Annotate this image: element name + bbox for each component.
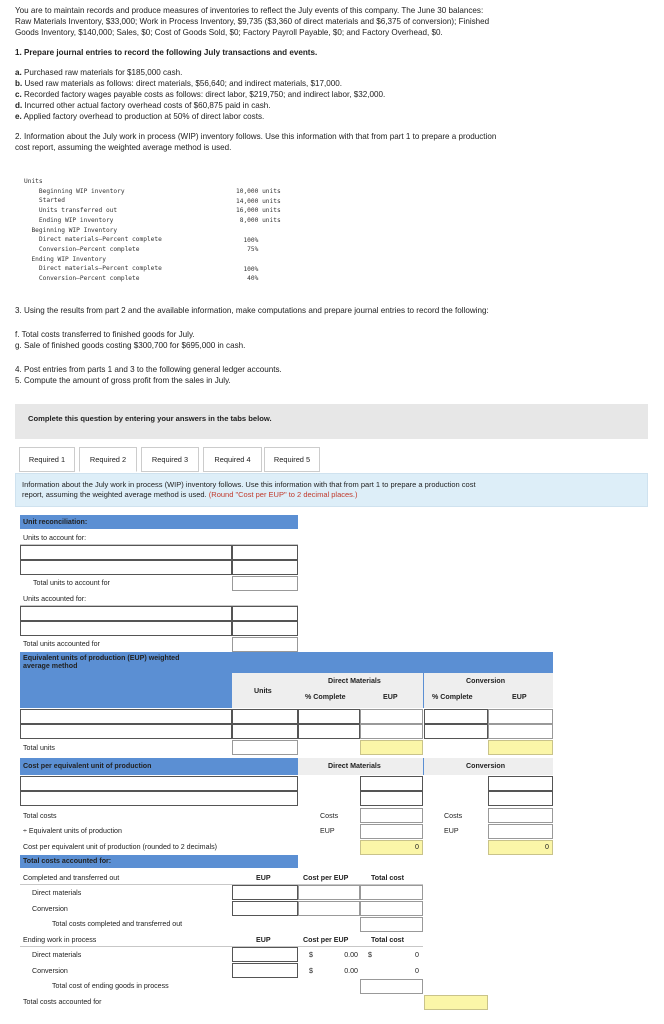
ending-wip-label: Ending work in process <box>23 936 97 944</box>
eup-row-2-conv-pct[interactable] <box>424 724 488 739</box>
units-accounted-value-input-2[interactable] <box>232 621 298 636</box>
tab-info-text: Information about the July work in process (WIP) inventory follows. Use this information with that from part 1 to prepare a production cost report, assuming the weighted average method is used. (Round "Cost per EUP" to 2 decimal places.) <box>22 480 476 499</box>
part3-item-f: f. Total costs transferred to finished goods for July. <box>15 330 195 339</box>
units-accounted-label: Units accounted for: <box>23 595 87 603</box>
wip-info-labels: Units Beginning WIP inventory Started Units transferred out Ending WIP inventory Beginning WIP Inventory Direct materials—Percent complete Conversion—Percent complete Ending WIP Inventory Direct materials—Percent complete Conversion—Percent complete <box>24 178 162 283</box>
unit-reconciliation-label: Unit reconciliation: <box>23 518 88 526</box>
cost-per-eu-rounded-label: Cost per equivalent unit of production (rounded to 2 decimals) <box>23 843 218 851</box>
tab-required-4[interactable]: Required 4 <box>203 447 262 472</box>
completed-total-cost-header: Total cost <box>371 874 404 882</box>
eup-row-1-dm-eup <box>360 709 423 724</box>
conv-pct-complete-header: % Complete <box>432 693 473 701</box>
intro-line-3: Goods Inventory, $140,000; Sales, $0; Cost of Goods Sold, $0; Factory Payroll Payable, $0; and Factory Overhead, $0. <box>15 28 443 37</box>
intro-line-2: Raw Materials Inventory, $33,000; Work in Process Inventory, $9,735 ($3,360 of direct materials and $6,375 of conversion); Finished <box>15 17 490 26</box>
conv-eup-value <box>488 824 553 839</box>
completed-cost-per-eup-header: Cost per EUP <box>303 874 349 882</box>
ending-dm-label: Direct materials <box>32 951 82 959</box>
ending-dm-total: 0 <box>415 951 419 959</box>
ending-dm-total-dollar: $ <box>368 951 372 959</box>
completed-eup-header: EUP <box>256 874 271 882</box>
dm-header: Direct Materials <box>328 677 381 685</box>
eup-row-2-label[interactable] <box>20 724 232 739</box>
total-units-to-account-label: Total units to account for <box>33 579 110 587</box>
units-to-account-label: Units to account for: <box>23 534 87 542</box>
completed-conv-eup[interactable] <box>232 901 298 916</box>
cost-row-2-label[interactable] <box>20 791 298 806</box>
cost-per-eu-conv-header: Conversion <box>466 762 506 770</box>
part1-item-d: d. Incurred other actual factory overhead costs of $60,875 paid in cash. <box>15 101 271 110</box>
total-units-to-account-value <box>232 576 298 591</box>
wip-info-values: 10,000 units 14,000 units 16,000 units 8,000 units 100% 75% 100% 40% <box>236 188 281 283</box>
part1-item-a: a. Purchased raw materials for $185,000 cash. <box>15 68 183 77</box>
total-units-value <box>232 740 298 755</box>
dm-total-costs <box>360 808 423 823</box>
part2-line-1: 2. Information about the July work in process (WIP) inventory follows. Use this information with that from part 1 to prepare a production <box>15 132 497 141</box>
part2-line-2: cost report, assuming the weighted average method is used. <box>15 143 232 152</box>
total-ending-value <box>360 979 423 994</box>
cost-row-2-dm[interactable] <box>360 791 423 806</box>
dm-eup-label: EUP <box>320 827 335 835</box>
eup-row-1-conv-eup <box>488 709 553 724</box>
completed-dm-total <box>360 885 423 900</box>
cost-row-1-label[interactable] <box>20 776 298 791</box>
conv-eup-header: EUP <box>512 693 527 701</box>
units-to-account-label-input-2[interactable] <box>20 560 232 575</box>
cost-row-2-conv[interactable] <box>488 791 553 806</box>
total-ending-label: Total cost of ending goods in process <box>52 982 169 990</box>
completed-conv-total <box>360 901 423 916</box>
dm-pct-complete-header: % Complete <box>305 693 346 701</box>
ending-total-cost-header: Total cost <box>371 936 404 944</box>
part3-item-g: g. Sale of finished goods costing $300,700 for $695,000 in cash. <box>15 341 246 350</box>
dm-costs-label: Costs <box>320 812 339 820</box>
part5-text: 5. Compute the amount of gross profit from the sales in July. <box>15 376 231 385</box>
cost-per-eu-dm-header: Direct Materials <box>328 762 381 770</box>
eup-row-2-units[interactable] <box>232 724 298 739</box>
units-to-account-value-input-2[interactable] <box>232 560 298 575</box>
ending-conv-label: Conversion <box>32 967 68 975</box>
total-accounted-value <box>424 995 488 1010</box>
cost-per-eu-title: Cost per equivalent unit of production <box>23 762 152 770</box>
part4-text: 4. Post entries from parts 1 and 3 to the following general ledger accounts. <box>15 365 282 374</box>
total-completed-value <box>360 917 423 932</box>
total-accounted-label: Total costs accounted for <box>23 998 102 1006</box>
units-accounted-value-input-1[interactable] <box>232 606 298 621</box>
units-to-account-value-input-1[interactable] <box>232 545 298 560</box>
cost-row-1-conv[interactable] <box>488 776 553 791</box>
total-units-label: Total units <box>23 744 55 752</box>
eup-row-2-dm-pct[interactable] <box>298 724 360 739</box>
eup-row-2-dm-eup <box>360 724 423 739</box>
units-header: Units <box>254 687 272 695</box>
total-conv-eup <box>488 740 553 755</box>
eup-row-1-label[interactable] <box>20 709 232 724</box>
eup-row-1-dm-pct[interactable] <box>298 709 360 724</box>
rounding-instruction: (Round "Cost per EUP" to 2 decimal places.) <box>208 490 358 499</box>
dm-cost-per-eup-value: 0 <box>415 843 419 851</box>
total-dm-eup <box>360 740 423 755</box>
ending-conv-total: 0 <box>415 967 419 975</box>
ending-cost-per-eup-header: Cost per EUP <box>303 936 349 944</box>
div-eup-label: ÷ Equivalent units of production <box>23 827 122 835</box>
completed-transferred-label: Completed and transferred out <box>23 874 120 882</box>
conv-costs-label: Costs <box>444 812 463 820</box>
eup-title: Equivalent units of production (EUP) weighted average method <box>23 654 180 670</box>
tab-info-box <box>15 473 648 507</box>
ending-conv-eup[interactable] <box>232 963 298 978</box>
conv-cost-per-eup-value: 0 <box>545 843 549 851</box>
instruction-box <box>15 404 648 439</box>
eup-row-2-conv-eup <box>488 724 553 739</box>
units-to-account-label-input-1[interactable] <box>20 545 232 560</box>
part3-heading: 3. Using the results from part 2 and the available information, make computations and prepare journal entries to record the following: <box>15 306 489 315</box>
total-costs-accounted-title: Total costs accounted for: <box>23 857 112 865</box>
completed-conv-cpe <box>298 901 360 916</box>
completed-dm-label: Direct materials <box>32 889 82 897</box>
ending-dm-dollar: $ <box>309 951 313 959</box>
tab-required-1[interactable]: Required 1 <box>19 447 75 472</box>
completed-dm-eup[interactable] <box>232 885 298 900</box>
tab-required-2[interactable]: Required 2 <box>79 447 137 472</box>
dm-eup-header: EUP <box>383 693 398 701</box>
instruction-text: Complete this question by entering your answers in the tabs below. <box>28 414 272 423</box>
intro-line-1: You are to maintain records and produce measures of inventories to reflect the July events of this company. The June 30 balances: <box>15 6 484 15</box>
ending-conv-dollar: $ <box>309 967 313 975</box>
completed-conv-label: Conversion <box>32 905 68 913</box>
ending-dm-cpe: 0.00 <box>344 951 358 959</box>
conv-total-costs <box>488 808 553 823</box>
eup-row-1-units[interactable] <box>232 709 298 724</box>
ending-eup-header: EUP <box>256 936 271 944</box>
ending-conv-cpe: 0.00 <box>344 967 358 975</box>
dm-eup-value <box>360 824 423 839</box>
conv-eup-label: EUP <box>444 827 459 835</box>
total-costs-label: Total costs <box>23 812 57 820</box>
tab-required-3[interactable]: Required 3 <box>141 447 199 472</box>
conv-header: Conversion <box>466 677 506 685</box>
total-units-accounted-label: Total units accounted for <box>23 640 100 648</box>
ending-dm-eup[interactable] <box>232 947 298 962</box>
units-accounted-label-input-1[interactable] <box>20 606 232 621</box>
part1-item-e: e. Applied factory overhead to production at 50% of direct labor costs. <box>15 112 265 121</box>
eup-row-1-conv-pct[interactable] <box>424 709 488 724</box>
part1-heading: 1. Prepare journal entries to record the following July transactions and events. <box>15 48 318 57</box>
tab-required-5[interactable]: Required 5 <box>264 447 320 472</box>
completed-dm-cpe <box>298 885 360 900</box>
part1-item-c: c. Recorded factory wages payable costs as follows: direct labor, $219,750; and indirect labor, $32,000. <box>15 90 386 99</box>
units-accounted-label-input-2[interactable] <box>20 621 232 636</box>
total-units-accounted-value <box>232 637 298 652</box>
part1-item-b: b. Used raw materials as follows: direct materials, $56,640; and indirect materials, $17,000. <box>15 79 343 88</box>
cost-row-1-dm[interactable] <box>360 776 423 791</box>
total-completed-label: Total costs completed and transferred out <box>52 920 183 928</box>
